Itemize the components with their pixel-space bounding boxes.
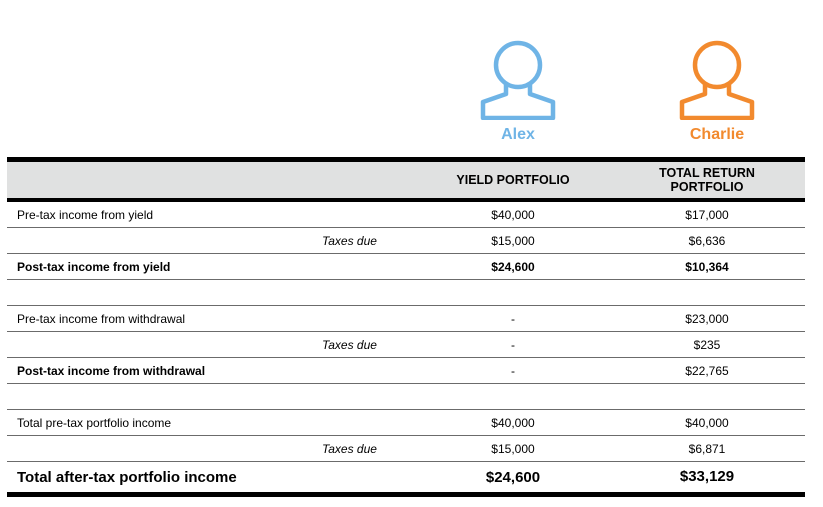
row-yield-value: $15,000: [491, 233, 535, 248]
table-row: [7, 228, 805, 254]
persona-name-alex: Alex: [501, 126, 535, 143]
row-total-value: $235: [693, 337, 721, 352]
table-row: [7, 436, 805, 462]
table-header: [7, 162, 805, 198]
table-row: [7, 410, 805, 436]
row-yield-value: -: [511, 311, 515, 326]
row-label: Taxes due: [322, 337, 377, 352]
table-row: [7, 202, 805, 228]
row-yield-value: $24,600: [485, 468, 541, 486]
row-yield-value: $40,000: [491, 207, 535, 222]
table-row: [7, 332, 805, 358]
row-total-value: $6,871: [688, 441, 726, 456]
person-icon: [674, 38, 760, 120]
table-row: [7, 254, 805, 280]
row-yield-value: -: [511, 363, 515, 378]
table-row: [7, 358, 805, 384]
row-total-value: $22,765: [685, 363, 729, 378]
table-row-grand-total: [7, 462, 805, 492]
table-row-spacer: [7, 280, 805, 306]
row-total-value: $40,000: [685, 415, 729, 430]
row-label: Taxes due: [322, 233, 377, 248]
table-bottom-rule: [7, 492, 805, 497]
table-row-spacer: [7, 384, 805, 410]
persona-charlie: [657, 38, 777, 144]
row-yield-value: $15,000: [491, 441, 535, 456]
header-total-return-portfolio: [609, 166, 805, 194]
row-total-value: $10,364: [685, 259, 729, 274]
row-label: Taxes due: [322, 441, 377, 456]
person-icon: [475, 38, 561, 120]
row-total-value: $6,636: [688, 233, 726, 248]
persona-alex: [458, 38, 578, 144]
row-label: Post-tax income from withdrawal: [17, 363, 206, 378]
row-label: Pre-tax income from yield: [17, 207, 154, 222]
row-yield-value: $40,000: [491, 415, 535, 430]
table-row: [7, 306, 805, 332]
row-label: Post-tax income from yield: [17, 259, 171, 274]
row-yield-value: $24,600: [491, 259, 535, 274]
row-label: Total after-tax portfolio income: [17, 468, 237, 486]
row-total-value: $33,129: [679, 468, 735, 485]
row-label: Total pre-tax portfolio income: [17, 415, 172, 430]
row-total-value: $17,000: [685, 207, 729, 222]
row-total-value: $23,000: [685, 311, 729, 326]
row-yield-value: -: [511, 337, 515, 352]
income-comparison-table: [7, 157, 805, 497]
header-total-line2: PORTFOLIO: [670, 180, 744, 194]
header-total-line1: TOTAL RETURN: [659, 166, 755, 180]
header-yield-portfolio: YIELD PORTFOLIO: [456, 173, 570, 187]
persona-name-charlie: Charlie: [689, 126, 745, 143]
row-label: Pre-tax income from withdrawal: [17, 311, 186, 326]
